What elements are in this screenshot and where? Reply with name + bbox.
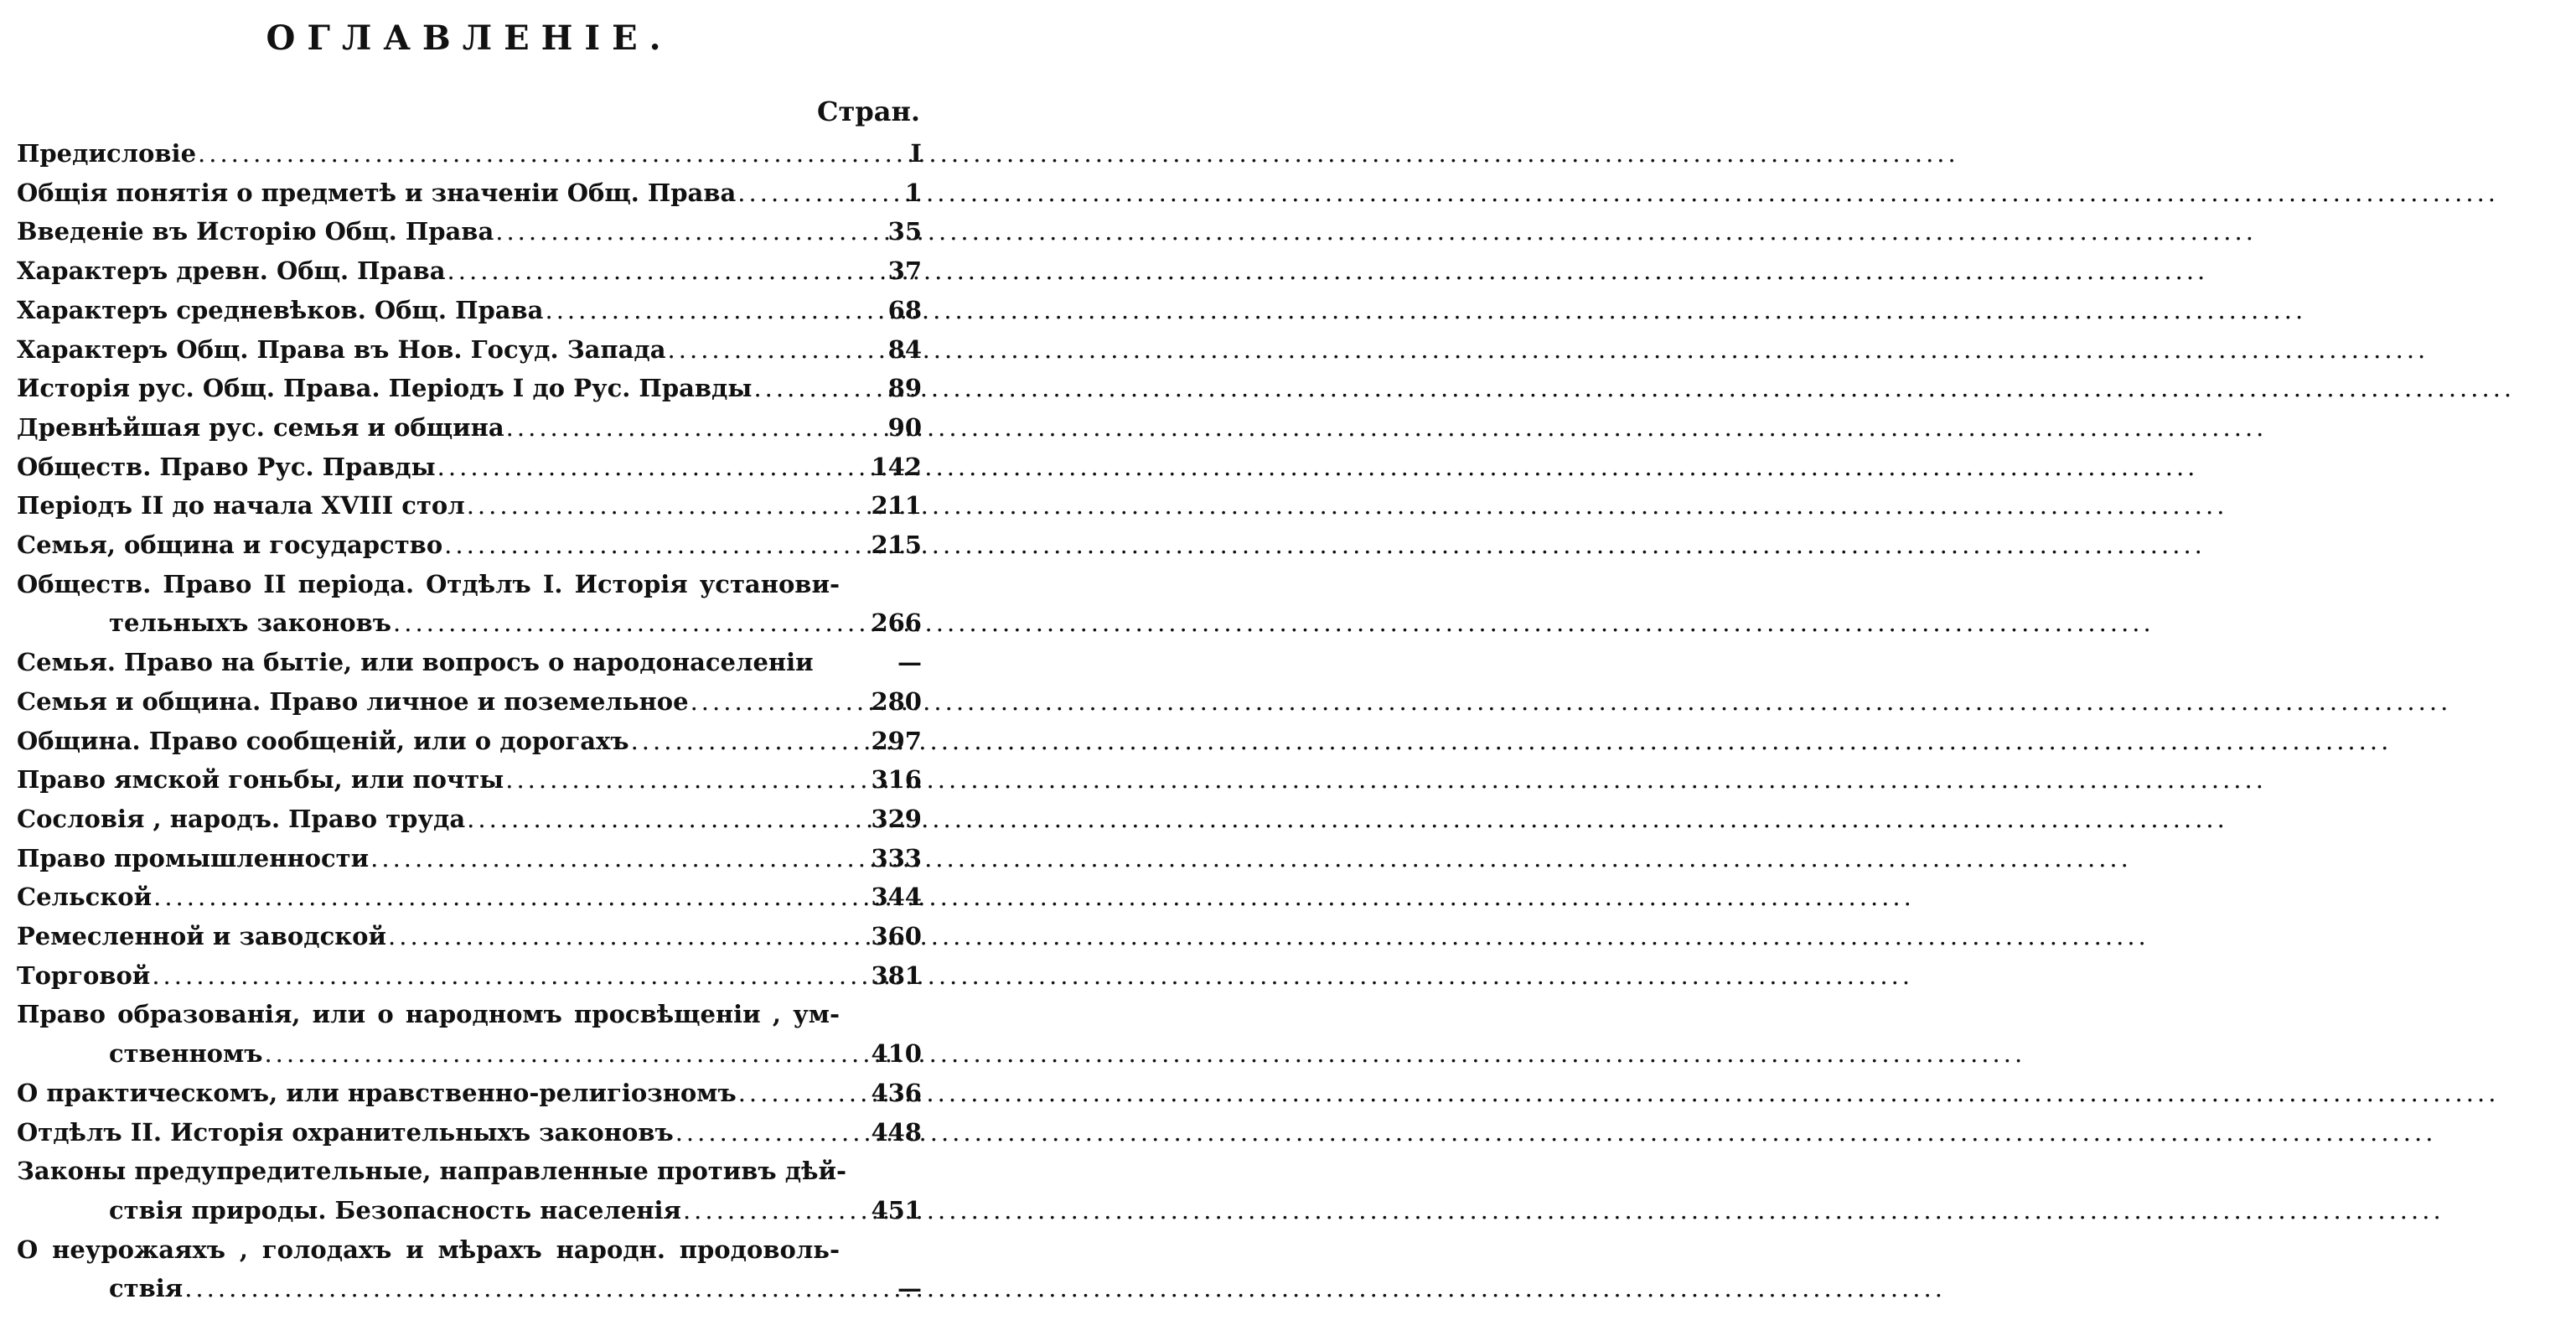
toc-entry — [17, 1113, 922, 1152]
dot-leader — [442, 526, 860, 565]
toc-entry — [17, 408, 922, 448]
toc-entry — [17, 173, 922, 213]
toc-entry-page: 297 — [871, 726, 922, 755]
dot-leader — [386, 917, 860, 956]
toc-entry-title: Право промышленности — [17, 843, 370, 872]
toc-entry — [17, 878, 922, 917]
dot-leader — [152, 878, 860, 917]
toc-entry-title-line1: Законы предупредительные, направленные противъ дѣй- — [17, 1157, 847, 1186]
toc-entry-title: О практическомъ, или нравственно-религіозномъ — [17, 1078, 737, 1107]
toc-entry-title: Обществ. Право Рус. Правды — [17, 452, 436, 481]
toc-entry-page: 280 — [871, 686, 922, 716]
toc-entry-title: Сословія , народъ. Право труда — [17, 804, 466, 833]
toc-entry-page: 35 — [887, 217, 922, 246]
toc-entry-page: — — [897, 1274, 922, 1303]
toc-entry-title: Общія понятія о предметѣ и значеніи Общ. Права — [17, 178, 737, 207]
toc-entry-title-line2: ствія природы. Безопасность населенія — [109, 1195, 681, 1225]
toc-entry — [17, 800, 922, 839]
page-title: ОГЛАВЛЕНІЕ. — [266, 18, 673, 58]
toc-entry-page: 89 — [887, 374, 922, 403]
toc-entry-title-line1: Обществ. Право II періода. Отдѣлъ I. Исторія установи- — [17, 569, 840, 598]
toc-entry — [17, 722, 922, 761]
dot-leader — [183, 1269, 860, 1308]
toc-entry-page: 381 — [871, 960, 922, 990]
toc-entry-title: Ремесленной и заводской — [17, 922, 387, 951]
dot-leader — [494, 212, 860, 251]
dot-leader — [391, 603, 860, 643]
toc-entry-page: I — [910, 139, 922, 168]
toc-entry — [17, 448, 922, 487]
toc-entry — [17, 1230, 922, 1308]
toc-entry-title-line2: тельныхъ законовъ — [109, 608, 392, 638]
dot-leader — [504, 760, 860, 800]
dot-leader — [196, 134, 860, 173]
toc-entry — [17, 565, 922, 643]
toc-entry — [17, 1152, 922, 1230]
toc-entry — [17, 526, 922, 565]
dot-leader — [543, 291, 860, 330]
toc-entry — [17, 956, 922, 996]
toc-entry — [17, 134, 922, 173]
toc-entry — [17, 291, 922, 330]
toc-entry-title: Предисловіе — [17, 139, 197, 168]
dot-leader — [262, 1034, 860, 1074]
toc-entry-title: Торговой — [17, 960, 151, 990]
dot-leader — [436, 448, 860, 487]
toc-entry-page: 436 — [871, 1078, 922, 1107]
dot-leader — [689, 682, 860, 722]
toc-entry — [17, 839, 922, 878]
toc-entry — [17, 995, 922, 1073]
toc-entry-page: 37 — [887, 256, 922, 286]
toc-entry-page: 451 — [871, 1195, 922, 1225]
toc-entry-title: Характеръ Общ. Права въ Нов. Госуд. Запада — [17, 334, 666, 364]
toc-entry-title: Семья. Право на бытіе, или вопросъ о народонаселеніи — [17, 648, 814, 677]
toc-entry-title: Семья, община и государство — [17, 531, 443, 560]
toc-page — [17, 0, 922, 1341]
toc-entry — [17, 251, 922, 291]
toc-entry-title: Община. Право сообщеній, или о дорогахъ — [17, 726, 629, 755]
toc-entry-page: 211 — [871, 491, 922, 520]
toc-entry — [17, 682, 922, 722]
toc-entry — [17, 643, 922, 682]
dot-leader — [752, 369, 860, 408]
dot-leader — [737, 1074, 860, 1113]
toc-entry-page: 84 — [887, 334, 922, 364]
toc-entry-page: 316 — [871, 765, 922, 795]
toc-entry-title-line2: ственномъ — [109, 1039, 263, 1069]
toc-entry-title-line1: О неурожаяхъ , голодахъ и мѣрахъ народн. продоволь- — [17, 1235, 840, 1264]
toc-entry-page: 142 — [871, 452, 922, 481]
toc-entry-page: 329 — [871, 804, 922, 833]
dot-leader — [674, 1113, 860, 1152]
toc-entry-page: 215 — [871, 531, 922, 560]
toc-entry-page: 1 — [904, 178, 922, 207]
toc-entry-page: 333 — [871, 843, 922, 872]
toc-entry — [17, 1074, 922, 1113]
toc-entry-title: Введеніе въ Исторію Общ. Права — [17, 217, 494, 246]
dot-leader — [465, 800, 860, 839]
toc-entry-page: 448 — [871, 1117, 922, 1147]
toc-entry-title-line2: ствія — [109, 1274, 184, 1303]
toc-entry-page: 410 — [871, 1039, 922, 1069]
toc-entry-title: Исторія рус. Общ. Права. Періодъ I до Рус. Правды — [17, 374, 753, 403]
toc-entry — [17, 486, 922, 526]
toc-entry-title: Отдѣлъ II. Исторія охранительныхъ законовъ — [17, 1117, 674, 1147]
toc-entry-page: 344 — [871, 883, 922, 912]
toc-entry-page: 90 — [887, 412, 922, 442]
toc-entry — [17, 917, 922, 956]
page-column-header: Стран. — [817, 96, 920, 127]
toc-entry-title: Сельской — [17, 883, 153, 912]
dot-leader — [369, 839, 860, 878]
toc-entry-title: Древнѣйшая рус. семья и община — [17, 412, 504, 442]
dot-leader — [150, 956, 860, 996]
dot-leader — [681, 1191, 860, 1230]
toc-entry-page: 360 — [871, 922, 922, 951]
toc-list — [17, 134, 922, 1308]
toc-entry — [17, 760, 922, 800]
toc-entry-title: Право ямской гоньбы, или почты — [17, 765, 504, 795]
toc-entry — [17, 212, 922, 251]
dot-leader — [629, 722, 860, 761]
toc-entry-title: Характеръ средневѣков. Общ. Права — [17, 295, 544, 324]
dot-leader — [465, 486, 860, 526]
toc-entry-page: 266 — [871, 608, 922, 638]
toc-entry-title: Семья и община. Право личное и поземельное — [17, 686, 689, 716]
dot-leader — [504, 408, 860, 448]
toc-entry-page: — — [897, 648, 922, 677]
toc-entry-page: 68 — [887, 295, 922, 324]
toc-entry-title-line1: Право образованія, или о народномъ просвѣщеніи , ум- — [17, 1000, 840, 1029]
toc-entry-title: Періодъ II до начала XVIII стол — [17, 491, 465, 520]
toc-entry — [17, 330, 922, 370]
toc-entry — [17, 369, 922, 408]
toc-entry-title: Характеръ древн. Общ. Права — [17, 256, 446, 286]
dot-leader — [666, 330, 860, 370]
dot-leader — [736, 173, 860, 213]
dot-leader — [446, 251, 860, 291]
